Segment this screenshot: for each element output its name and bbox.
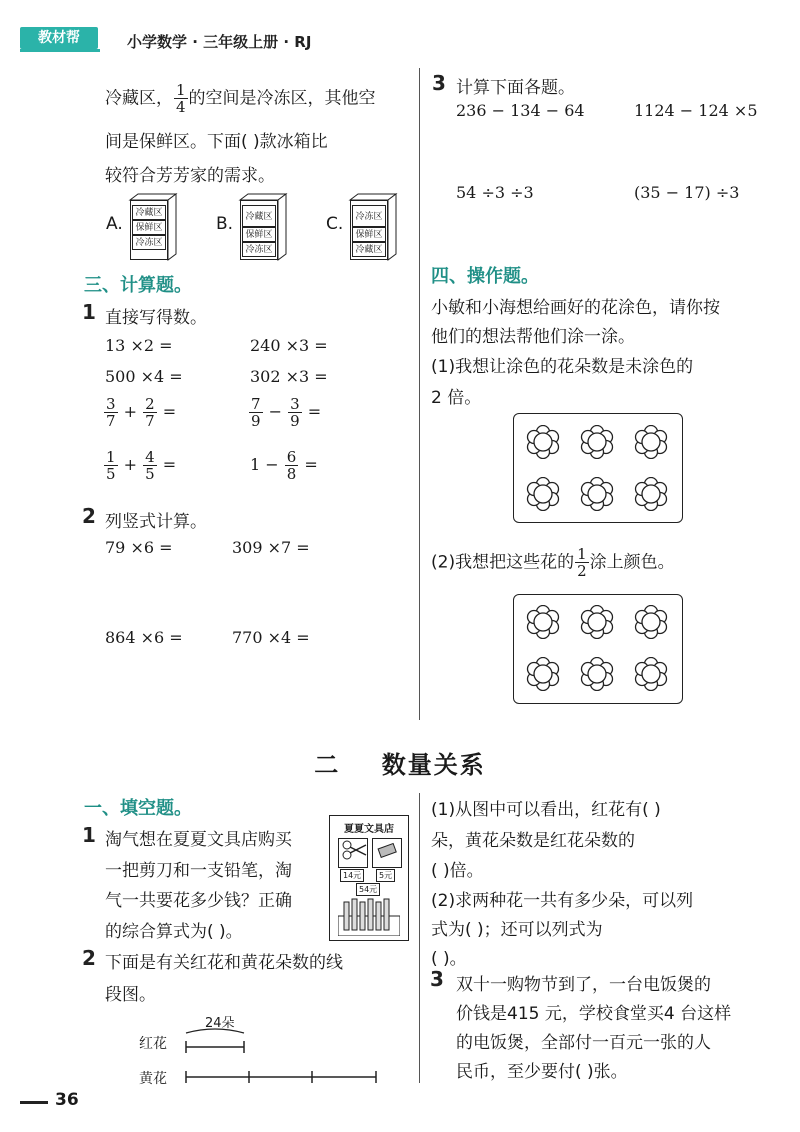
text-line: 价钱是415 元，学校食堂买4 台这样 (456, 1004, 732, 1024)
brand-tag: 教材帮 (20, 27, 98, 49)
op-text: 他们的想法帮他们涂一涂。 (431, 327, 635, 347)
calc-item: 500 ×4 = (105, 367, 183, 386)
op-text: 小敏和小海想给画好的花涂色，请你按 (431, 298, 720, 318)
price-tag: 5元 (376, 869, 395, 882)
calc-item: 240 ×3 = (250, 336, 328, 355)
fridge-text-line2: 间是保鲜区。下面( )款冰箱比 (105, 132, 328, 152)
flower-icon[interactable] (634, 657, 668, 691)
pencils-icon (338, 896, 400, 936)
q3-title: 计算下面各题。 (456, 78, 575, 98)
text-line: 民币，至少要付( )张。 (456, 1062, 628, 1082)
section-fill-title: 一、填空题。 (84, 798, 192, 819)
op-text: (2)我想把这些花的 $\frac{1}{2}$ 涂上颜色。 (431, 545, 675, 580)
text-line: 双十一购物节到了，一台电饭煲的 (456, 975, 711, 995)
stationery-shop-image (329, 815, 409, 941)
shop-title: 夏夏文具店 (344, 824, 394, 835)
text-line: 的电饭煲，全部付一百元一张的人 (456, 1033, 711, 1053)
text-line: (2)求两种花一共有多少朵，可以列 (431, 891, 694, 911)
q2-title: 列竖式计算。 (105, 512, 207, 532)
calc-item: 864 ×6 = (105, 628, 183, 647)
sharpener-icon (372, 838, 402, 868)
fraction-quarter: $\frac{1}{4}$ (176, 81, 186, 116)
fridge-text-line3: 较符合芳芳家的需求。 (105, 166, 275, 186)
calc-item: (35 − 17) ÷3 (634, 183, 740, 202)
flower-icon[interactable] (634, 425, 668, 459)
segment-diagram (180, 1025, 380, 1083)
column-divider (419, 793, 420, 1083)
calc-item: 13 ×2 = (105, 336, 173, 355)
text-line: 气一共要花多少钱？正确 (105, 891, 292, 911)
segment-label: 24朵 (205, 1016, 235, 1031)
fridge-text-line1: 冷藏区， $\frac{1}{4}$ 的空间是冷冻区，其他空 (105, 81, 376, 116)
fraction-calc-item: $\frac{1}{5}$ + $\frac{4}{5}$ = (106, 448, 177, 483)
fraction-calc-item: $\frac{7}{9}$ − $\frac{3}{9}$ = (251, 395, 322, 430)
calc-item: 302 ×3 = (250, 367, 328, 386)
text-line: (1)从图中可以看出，红花有( ) (431, 800, 661, 820)
section-operation-title: 四、操作题。 (431, 266, 539, 287)
calc-item: 309 ×7 = (232, 538, 310, 557)
calc-item: 236 − 134 − 64 (456, 101, 585, 120)
price-tag: 14元 (340, 869, 364, 882)
red-flower-label: 红花 (139, 1036, 167, 1052)
option-c-label: C. (326, 214, 344, 234)
fraction-calc-item: $\frac{3}{7}$ + $\frac{2}{7}$ = (106, 395, 177, 430)
flower-icon[interactable] (580, 657, 614, 691)
calc-item: 79 ×6 = (105, 538, 173, 557)
calc-item: 1124 − 124 ×5 (634, 101, 758, 120)
op-text: (1)我想让涂色的花朵数是未涂色的 (431, 357, 694, 377)
flower-icon[interactable] (580, 477, 614, 511)
q2-number: 2 (82, 946, 96, 970)
q1-number: 1 (82, 823, 96, 847)
fraction-half: $\frac{1}{2}$ (577, 545, 587, 580)
scissors-icon (338, 838, 368, 868)
text-line: ( )倍。 (431, 861, 484, 881)
price-tag: 54元 (356, 883, 380, 896)
text-line: 淘气想在夏夏文具店购买 (105, 830, 292, 850)
text-line: 段图。 (105, 985, 156, 1005)
flower-icon[interactable] (634, 477, 668, 511)
flower-icon[interactable] (580, 605, 614, 639)
op-text: 2 倍。 (431, 388, 482, 408)
yellow-flower-label: 黄花 (139, 1071, 167, 1087)
q3-number: 3 (430, 967, 444, 991)
flower-icon[interactable] (526, 477, 560, 511)
flower-icon[interactable] (526, 425, 560, 459)
text-line: 朵，黄花朵数是红花朵数的 (431, 831, 635, 851)
page-number-rule (20, 1101, 48, 1104)
text-line: ( )。 (431, 949, 467, 969)
fraction-calc-item: 1 − $\frac{6}{8}$ = (250, 448, 318, 483)
option-a-label: A. (106, 214, 123, 234)
q2-number: 2 (82, 504, 96, 528)
option-b-label: B. (216, 214, 234, 234)
section-calc-title: 三、计算题。 (84, 275, 192, 296)
column-divider (419, 68, 420, 720)
q1-title: 直接写得数。 (105, 308, 207, 328)
text-line: 一把剪刀和一支铅笔，淘 (105, 861, 292, 881)
text-line: 式为( )；还可以列式为 (431, 920, 603, 940)
q1-number: 1 (82, 300, 96, 324)
text-line: 下面是有关红花和黄花朵数的线 (105, 953, 343, 973)
flower-icon[interactable] (526, 605, 560, 639)
q3-number: 3 (432, 71, 446, 95)
calc-item: 770 ×4 = (232, 628, 310, 647)
flower-icon[interactable] (634, 605, 668, 639)
header-rule (20, 49, 100, 52)
text-line: 的综合算式为( )。 (105, 922, 243, 942)
calc-item: 54 ÷3 ÷3 (456, 183, 534, 202)
series-title: 小学数学 · 三年级上册 · RJ (127, 33, 312, 51)
flower-icon[interactable] (526, 657, 560, 691)
page-number: 36 (55, 1090, 79, 1110)
flower-icon[interactable] (580, 425, 614, 459)
chapter-heading: 二 数量关系 (314, 751, 486, 779)
